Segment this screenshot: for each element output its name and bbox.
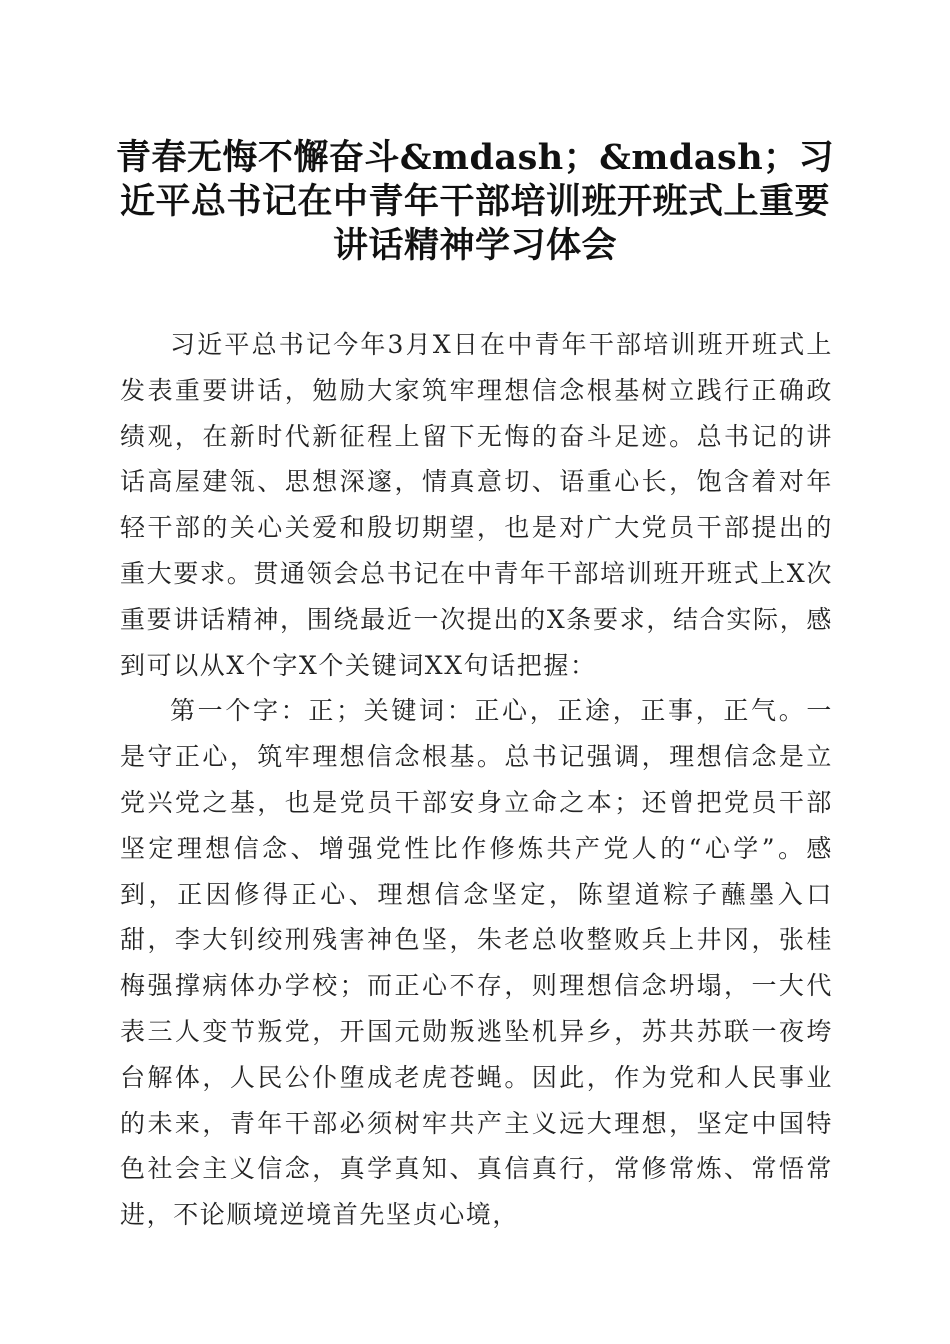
document-title: 青春无悔不懈奋斗&mdash；&mdash；习近平总书记在中青年干部培训班开班式上重要讲话精神学习体会 bbox=[115, 137, 835, 266]
paragraph-first-character: 第一个字：正；关键词：正心，正途，正事，正气。一是守正心，筑牢理想信念根基。总书记强调，理想信念是立党兴党之基，也是党员干部安身立命之本；还曾把党员干部坚定理想信念、增强党性比作修炼共产党人的“心学”。感到，正因修得正心、理想信念坚定，陈望道粽子蘸墨入口甜，李大钊绞刑残害神色坚，朱老总收整败兵上井冈，张桂梅强撑病体办学校；而正心不存，则理想信念坍塌，一大代表三人变节叛党，开国元勋叛逃坠机异乡，苏共苏联一夜垮台解体，人民公仆堕成老虎苍蝇。因此，作为党和人民事业的未来，青年干部必须树牢共产主义远大理想，坚定中国特色社会主义信念，真学真知、真信真行，常修常炼、常悟常进，不论顺境逆境首先坚贞心境， bbox=[120, 696, 833, 1230]
paragraph-intro: 习近平总书记今年3月X日在中青年干部培训班开班式上发表重要讲话，勉励大家筑牢理想信念根基树立践行正确政绩观，在新时代新征程上留下无悔的奋斗足迹。总书记的讲话高屋建瓴、思想深邃，情真意切、语重心长，饱含着对年轻干部的关心关爱和殷切期望，也是对广大党员干部提出的重大要求。贯通领会总书记在中青年干部培训班开班式上X次重要讲话精神，围绕最近一次提出的X条要求，结合实际，感到可以从X个字X个关键词XX句话把握： bbox=[120, 330, 833, 680]
document-body bbox=[120, 322, 833, 1238]
